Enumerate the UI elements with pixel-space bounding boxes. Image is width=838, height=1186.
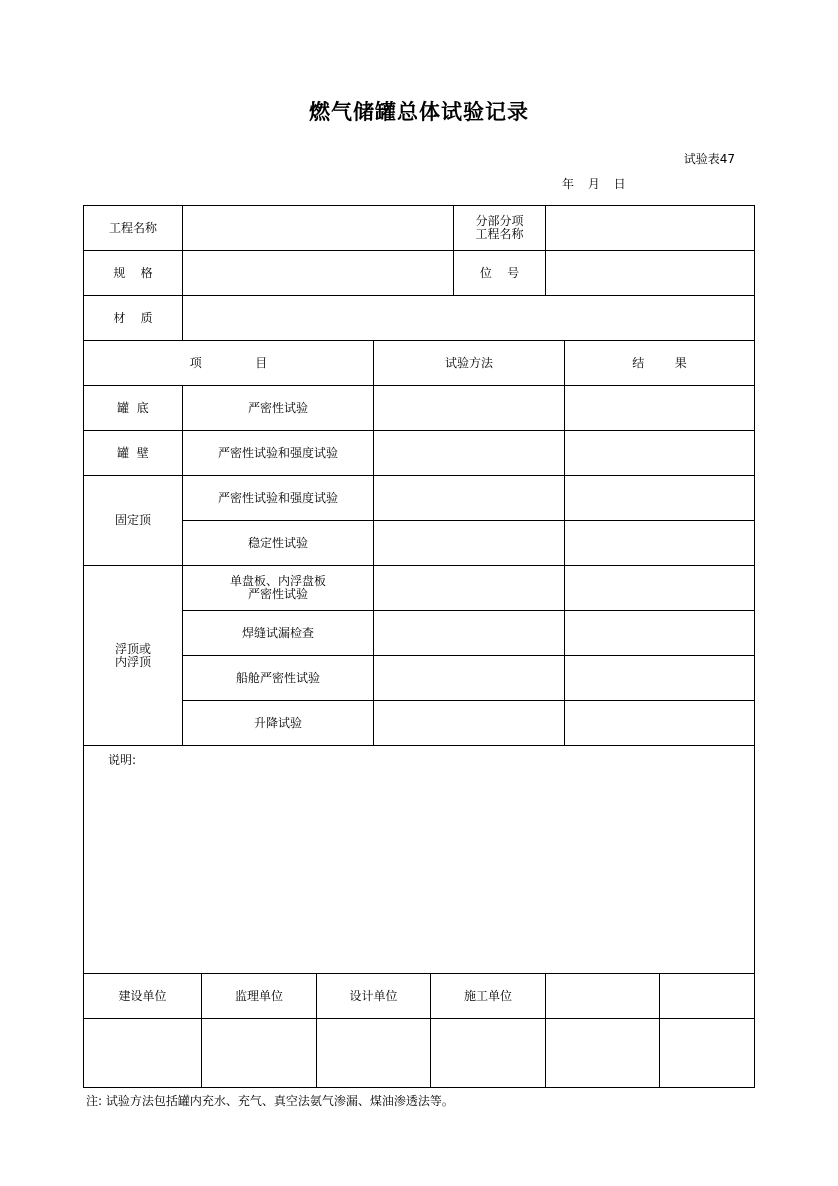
item-weld-leak: 焊缝试漏检查 (241, 625, 314, 640)
column-method: 试验方法 (444, 355, 493, 370)
item-wall-test: 严密性试验和强度试验 (217, 445, 338, 460)
column-item: 项 目 (189, 355, 268, 370)
method-field[interactable] (374, 386, 564, 430)
method-field[interactable] (374, 521, 564, 565)
method-field[interactable] (374, 701, 564, 745)
signature-supervisor-field[interactable] (202, 1019, 316, 1087)
result-field[interactable] (565, 386, 754, 430)
method-field[interactable] (374, 611, 564, 655)
item-deck-tightness: 单盘板、内浮盘板 严密性试验 (229, 574, 326, 601)
result-field[interactable] (565, 476, 754, 520)
form-number: 试验表47 (683, 152, 735, 166)
result-field[interactable] (565, 611, 754, 655)
signature-designer-label: 设计单位 (349, 988, 398, 1003)
notes-label: 说明: (108, 753, 137, 767)
sub-project-label: 分部分项 工程名称 (475, 214, 524, 241)
footnote: 注: 试验方法包括罐内充水、充气、真空法氨气渗漏、煤油渗透法等。 (86, 1094, 454, 1108)
notes-area[interactable] (84, 770, 754, 973)
date-label: 年 月 日 (562, 177, 626, 191)
item-bottom-tightness: 严密性试验 (247, 400, 308, 415)
sub-project-field[interactable] (546, 206, 754, 250)
project-name-field[interactable] (183, 206, 453, 250)
material-field[interactable] (183, 296, 754, 340)
result-field[interactable] (565, 521, 754, 565)
group-tank-wall: 罐 壁 (117, 445, 149, 460)
signature-contractor-label: 施工单位 (463, 988, 512, 1003)
group-fixed-roof: 固定顶 (114, 513, 151, 527)
material-label: 材 质 (113, 310, 153, 325)
item-roof-test: 严密性试验和强度试验 (217, 490, 338, 505)
item-roof-stability: 稳定性试验 (247, 535, 308, 550)
method-field[interactable] (374, 476, 564, 520)
signature-contractor-field[interactable] (431, 1019, 545, 1087)
project-name-label: 工程名称 (108, 220, 157, 235)
method-field[interactable] (374, 656, 564, 700)
result-field[interactable] (565, 656, 754, 700)
signature-owner-field[interactable] (84, 1019, 201, 1087)
signature-owner-label: 建设单位 (118, 988, 167, 1003)
group-tank-bottom: 罐 底 (117, 400, 149, 415)
method-field[interactable] (374, 431, 564, 475)
spec-label: 规 格 (113, 265, 153, 280)
page-title: 燃气储罐总体试验记录 (309, 100, 529, 124)
spec-field[interactable] (183, 251, 453, 295)
position-no-label: 位 号 (479, 265, 520, 280)
column-result: 结 果 (632, 355, 687, 370)
item-lift-test: 升降试验 (253, 715, 302, 730)
result-field[interactable] (565, 431, 754, 475)
result-field[interactable] (565, 566, 754, 610)
signature-designer-field[interactable] (317, 1019, 430, 1087)
group-floating-roof: 浮顶或 内浮顶 (114, 641, 151, 669)
signature-supervisor-label: 监理单位 (234, 988, 283, 1003)
position-no-field[interactable] (546, 251, 754, 295)
result-field[interactable] (565, 701, 754, 745)
item-compartment-tightness: 船舱严密性试验 (235, 670, 320, 685)
method-field[interactable] (374, 566, 564, 610)
